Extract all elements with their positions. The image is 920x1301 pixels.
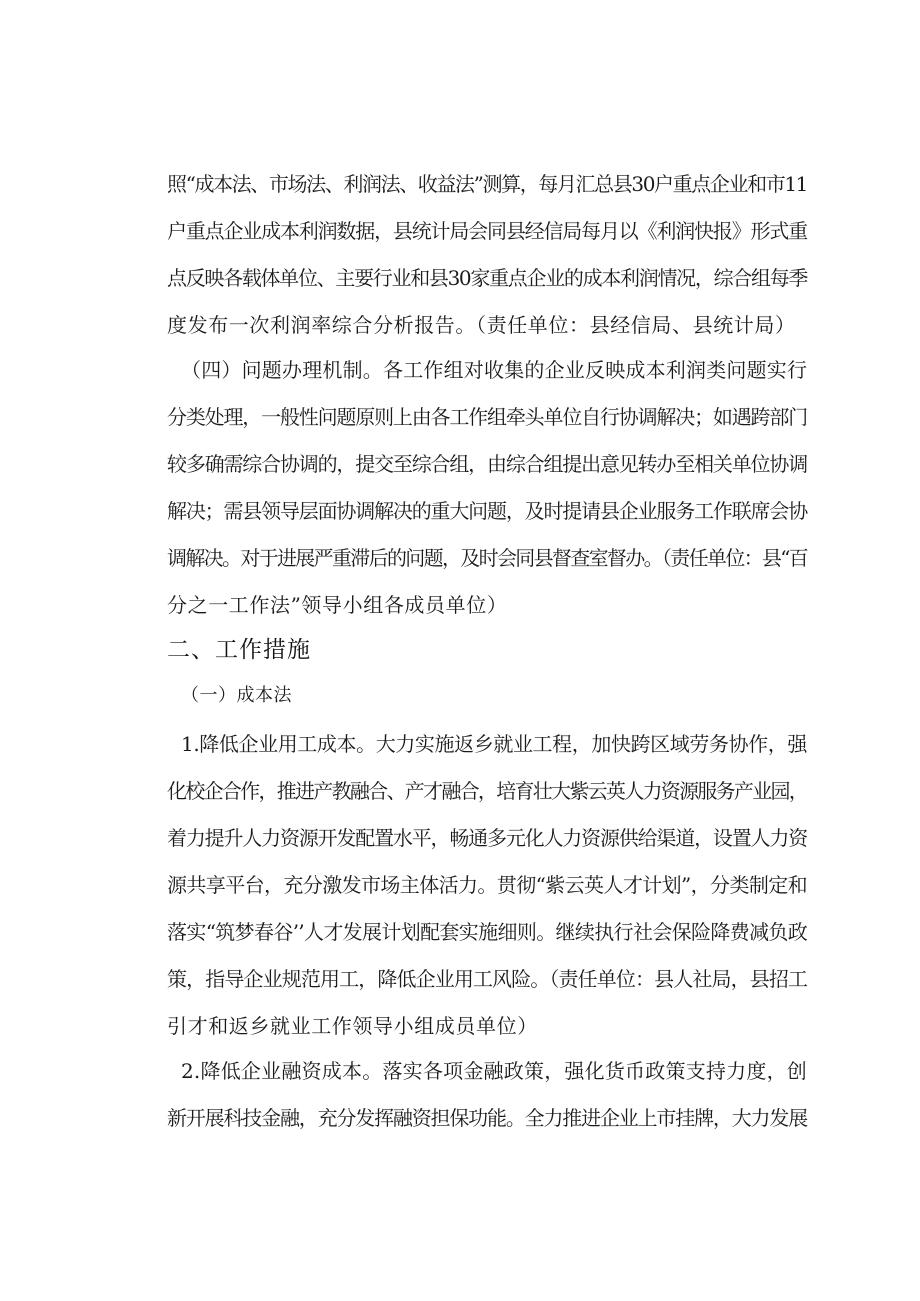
paragraph-line: 度发布一次利润率综合分析报告。（责任单位：县经信局、县统计局）	[167, 313, 796, 337]
item-line: 落实“筑梦春谷’’人才发展计划配套实施细则。继续执行社会保险降费减负政	[167, 920, 807, 944]
item-line: 引才和返乡就业工作领导小组成员单位）	[167, 1014, 538, 1038]
item-line: 策，指导企业规范用工，降低企业用工风险。（责任单位：县人社局，县招工	[167, 967, 807, 991]
item-line: 2.降低企业融资成本。落实各项金融政策，强化货币政策支持力度，创	[181, 1059, 807, 1083]
item-line: 1.降低企业用工成本。大力实施返乡就业工程，加快跨区域劳务协作，强	[181, 732, 807, 756]
paragraph-line: 分之一工作法”领导小组各成员单位）	[167, 593, 508, 617]
paragraph-line: 较多确需综合协调的，提交至综合组，由综合组提出意见转办至相关单位协调	[167, 452, 807, 476]
item-line: 源共享平台，充分激发市场主体活力。贯彻“紫云英人才计划”，分类制定和	[167, 873, 808, 897]
paragraph-line: 调解决。对于进展严重滞后的问题，及时会同县督查室督办。（责任单位：县“百	[167, 546, 807, 570]
paragraph-line: 解决；需县领导层面协调解决的重大问题，及时提请县企业服务工作联席会协	[167, 499, 807, 523]
item-line: 着力提升人力资源开发配置水平，畅通多元化人力资源供给渠道，设置人力资	[167, 826, 807, 850]
paragraph-line: 点反映各载体单位、主要行业和县30家重点企业的成本利润情况，综合组每季	[167, 266, 807, 290]
paragraph-line: 照“成本法、市场法、利润法、收益法”测算，每月汇总县30户重点企业和市11	[167, 172, 807, 196]
item-line: 化校企合作，推进产教融合、产才融合，培育壮大紫云英人力资源服务产业园，	[167, 779, 807, 803]
paragraph-line: 户重点企业成本利润数据，县统计局会同县经信局每月以《利润快报》形式重	[167, 219, 807, 243]
paragraph-line: 分类处理，一般性问题原则上由各工作组牵头单位自行协调解决；如遇跨部门	[167, 405, 807, 429]
subsection-heading: （一）成本法	[181, 685, 292, 706]
paragraph-line: （四）问题办理机制。各工作组对收集的企业反映成本利润类问题实行	[181, 358, 808, 382]
section-heading: 二、工作措施	[167, 637, 311, 663]
item-line: 新开展科技金融，充分发挥融资担保功能。全力推进企业上市挂牌，大力发展	[167, 1106, 807, 1130]
